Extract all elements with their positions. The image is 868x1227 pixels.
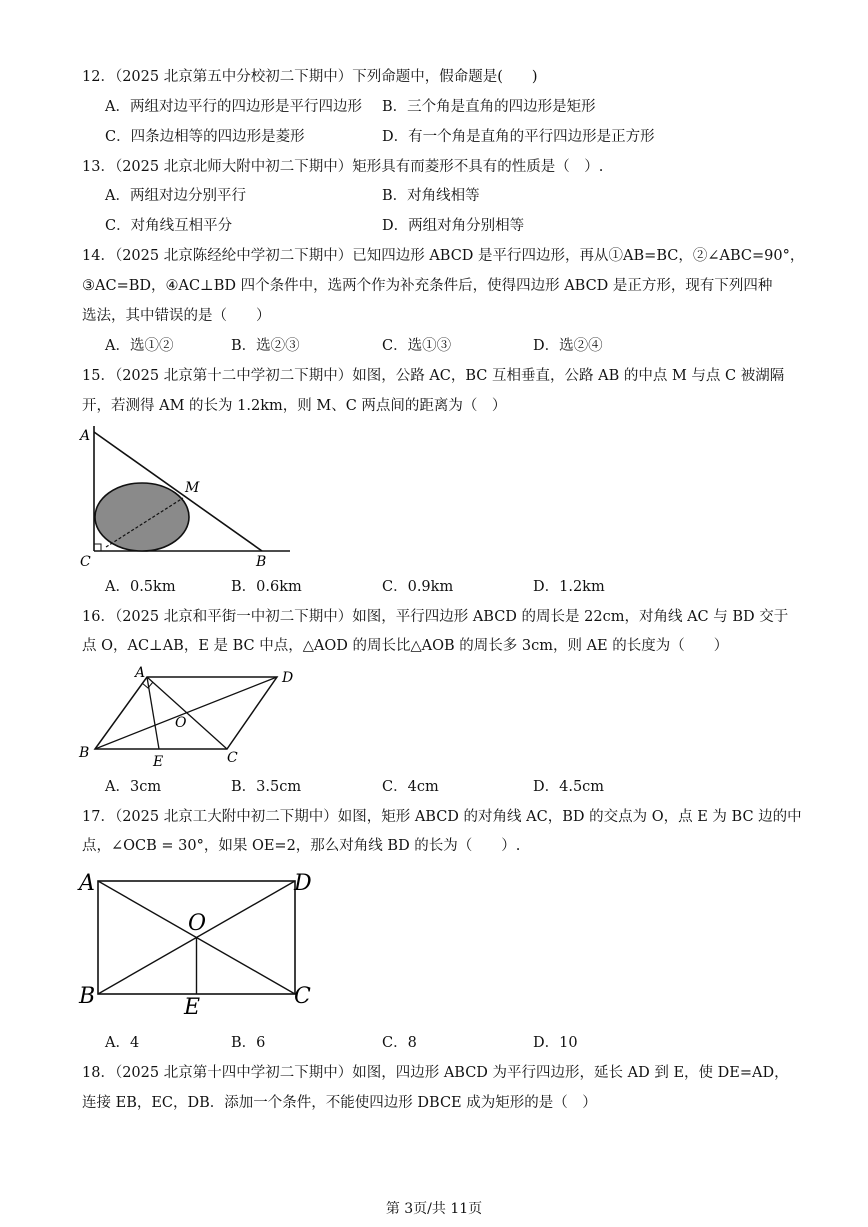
q15-stem-line-2: 开，若测得 AM 的长为 1.2km，则 M、C 两点间的距离为（ ） — [82, 398, 507, 414]
q13-option-a: A．两组对边分别平行 — [105, 188, 246, 204]
label-o: O — [188, 911, 207, 936]
right-angle-mark — [94, 544, 101, 551]
lake — [95, 483, 189, 551]
q17-option-b: B．6 — [231, 1035, 266, 1051]
q13-option-b: B．对角线相等 — [382, 188, 480, 204]
label-b: B — [79, 984, 96, 1009]
q16-option-a: A．3cm — [105, 779, 162, 795]
q17-option-d: D．10 — [533, 1035, 578, 1051]
q14-option-c: C．选①③ — [382, 338, 452, 354]
q17-figure — [75, 866, 335, 1026]
label-m: M — [185, 480, 200, 496]
q14-option-d: D．选②④ — [533, 338, 603, 354]
label-c: C — [294, 984, 311, 1009]
q14-stem-line-1: 14．（2025 北京陈经纶中学初二下期中）已知四边形 ABCD 是平行四边形，再从①AB=BC，②∠ABC=90°， — [82, 248, 805, 264]
q14-stem-line-3: 选法，其中错误的是（ ） — [82, 308, 271, 324]
q15-stem-line-1: 15．（2025 北京第十二中学初二下期中）如图，公路 AC，BC 互相垂直，公路 AB 的中点 M 与点 C 被湖隔 — [82, 368, 785, 384]
q16-option-d: D．4.5cm — [533, 779, 605, 795]
q15-option-d: D．1.2km — [533, 579, 605, 595]
label-b: B — [79, 745, 90, 761]
q16-figure — [75, 665, 305, 775]
q17-stem-line-1: 17．（2025 北京工大附中初二下期中）如图，矩形 ABCD 的对角线 AC，BD 的交点为 O，点 E 为 BC 边的中 — [82, 809, 802, 825]
label-a: A — [135, 665, 146, 681]
q12-option-a: A．两组对边平行的四边形是平行四边形 — [105, 99, 362, 115]
q13-option-c: C．对角线互相平分 — [105, 218, 233, 234]
q16-stem-line-2: 点 O，AC⊥AB，E 是 BC 中点，△AOD 的周长比△AOB 的周长多 3cm，则 AE 的长度为（ ） — [82, 638, 729, 654]
label-e: E — [153, 754, 164, 770]
q15-option-a: A．0.5km — [105, 579, 176, 595]
label-c: C — [80, 554, 91, 570]
label-a: A — [80, 428, 91, 444]
label-c: C — [227, 750, 238, 766]
q14-option-b: B．选②③ — [231, 338, 300, 354]
q15-option-b: B．0.6km — [231, 579, 302, 595]
label-e: E — [184, 995, 201, 1020]
q12-stem: 12．（2025 北京第五中分校初二下期中）下列命题中，假命题是( ) — [82, 69, 538, 85]
q12-option-b: B．三个角是直角的四边形是矩形 — [382, 99, 596, 115]
q18-stem-line-1: 18．（2025 北京第十四中学初二下期中）如图，四边形 ABCD 为平行四边形，延长 AD 到 E，使 DE=AD， — [82, 1065, 789, 1081]
q14-stem-line-2: ③AC=BD，④AC⊥BD 四个条件中，选两个作为补充条件后，使得四边形 ABCD 是正方形，现有下列四种 — [82, 278, 773, 294]
q16-option-b: B．3.5cm — [231, 779, 302, 795]
q12-option-c: C．四条边相等的四边形是菱形 — [105, 129, 305, 145]
q14-option-a: A．选①② — [105, 338, 174, 354]
q17-stem-line-2: 点，∠OCB = 30°，如果 OE=2，那么对角线 BD 的长为（ ）. — [82, 838, 521, 854]
q17-option-c: C．8 — [382, 1035, 417, 1051]
q15-figure — [70, 420, 300, 570]
diagonal-bd — [95, 677, 277, 749]
q17-option-a: A．4 — [105, 1035, 140, 1051]
label-o: O — [175, 715, 187, 731]
q13-option-d: D．两组对角分别相等 — [382, 218, 525, 234]
page-number: 第 3页/共 11页 — [385, 1201, 483, 1217]
label-d: D — [282, 670, 294, 686]
label-b: B — [256, 554, 267, 570]
q15-option-c: C．0.9km — [382, 579, 454, 595]
q13-stem: 13．（2025 北京北师大附中初二下期中）矩形具有而菱形不具有的性质是（ ）. — [82, 159, 604, 175]
q16-option-c: C．4cm — [382, 779, 439, 795]
label-d: D — [294, 871, 312, 896]
q16-stem-line-1: 16．（2025 北京和平街一中初二下期中）如图，平行四边形 ABCD 的周长是 22cm，对角线 AC 与 BD 交于 — [82, 609, 789, 625]
q12-option-d: D．有一个角是直角的平行四边形是正方形 — [382, 129, 655, 145]
q18-stem-line-2: 连接 EB，EC，DB．添加一个条件，不能使四边形 DBCE 成为矩形的是（ ） — [82, 1095, 597, 1111]
label-a: A — [79, 871, 95, 896]
